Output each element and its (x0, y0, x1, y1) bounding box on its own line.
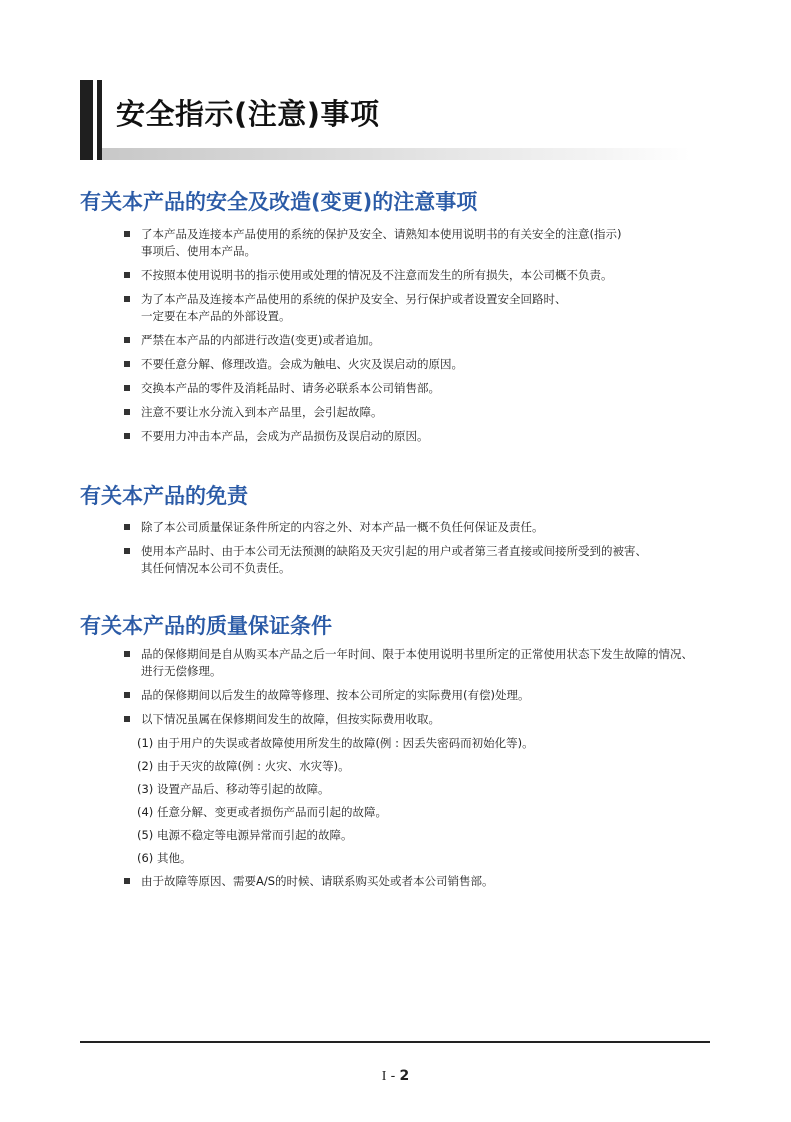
square-bullet-icon (124, 692, 130, 698)
item-text: 交换本产品的零件及消耗品时、请务必联系本公司销售部。 (141, 381, 440, 395)
list-item (124, 873, 724, 890)
square-bullet-icon (124, 433, 130, 439)
square-bullet-icon (124, 409, 130, 415)
list-item (124, 356, 724, 373)
square-bullet-icon (124, 385, 130, 391)
square-bullet-icon (124, 337, 130, 343)
item-text: 不要用力冲击本产品，会成为产品损伤及误启动的原因。 (141, 429, 429, 443)
list-item (124, 267, 724, 284)
item-text: 品的保修期间是自从购买本产品之后一年时间、限于本使用说明书里所定的正常使用状态下发生故障的情况、 (141, 647, 693, 661)
item-text: 由于故障等原因、需要A/S的时候、请联系购买处或者本公司销售部。 (141, 874, 494, 888)
item-text: 以下情况虽属在保修期间发生的故障，但按实际费用收取。 (141, 712, 440, 726)
sub-list-item: (1) 由于用户的失误或者故障使用所发生的故障(例 : 因丢失密码而初始化等)。 (137, 736, 534, 750)
sub-list-item: (6) 其他。 (137, 851, 192, 865)
sub-list-item: (3) 设置产品后、移动等引起的故障。 (137, 782, 330, 796)
square-bullet-icon (124, 231, 130, 237)
sub-list-item: (4) 任意分解、变更或者损伤产品而引起的故障。 (137, 805, 387, 819)
list-item (124, 711, 724, 728)
page-separator: - (390, 1069, 396, 1084)
list-item (124, 380, 724, 397)
square-bullet-icon (124, 548, 130, 554)
item-text: 严禁在本产品的内部进行改造(变更)或者追加。 (141, 333, 380, 347)
item-text: 不要任意分解、修理改造。会成为触电、火灾及误启动的原因。 (141, 357, 463, 371)
section-heading-safety: 有关本产品的安全及改造(变更)的注意事项 (80, 190, 478, 214)
list-item (124, 226, 724, 260)
page-title-block (80, 80, 690, 160)
square-bullet-icon (124, 878, 130, 884)
item-text: 一定要在本产品的外部设置。 (141, 309, 291, 323)
item-text: 其任何情况本公司不负责任。 (141, 561, 291, 575)
list-item (124, 291, 724, 325)
list-item (124, 519, 724, 536)
footer-rule (80, 1041, 710, 1043)
list-item (124, 404, 724, 421)
item-text: 进行无偿修理。 (141, 664, 222, 678)
square-bullet-icon (124, 361, 130, 367)
list-item (124, 687, 724, 704)
list-item (124, 428, 724, 445)
list-item (124, 543, 724, 577)
item-text: 品的保修期间以后发生的故障等修理、按本公司所定的实际费用(有偿)处理。 (141, 688, 530, 702)
square-bullet-icon (124, 651, 130, 657)
item-text: 注意不要让水分流入到本产品里，会引起故障。 (141, 405, 383, 419)
sub-list-item: (2) 由于天灾的故障(例 : 火灾、水灾等)。 (137, 759, 350, 773)
square-bullet-icon (124, 524, 130, 530)
square-bullet-icon (124, 296, 130, 302)
item-text: 事项后、使用本产品。 (141, 244, 256, 258)
title-underline (102, 148, 690, 160)
item-text: 使用本产品时、由于本公司无法预测的缺陷及天灾引起的用户或者第三者直接或间接所受到的被害、 (141, 544, 647, 558)
item-text: 不按照本使用说明书的指示使用或处理的情况及不注意而发生的所有损失，本公司概不负责。 (141, 268, 613, 282)
section-heading-warranty: 有关本产品的质量保证条件 (80, 614, 332, 638)
section-heading-disclaimer: 有关本产品的免责 (80, 484, 248, 508)
page-number-value: 2 (399, 1068, 410, 1084)
title-accent-bar (80, 80, 93, 160)
page-prefix: I (381, 1069, 387, 1084)
list-item (124, 332, 724, 349)
page-number (0, 1068, 791, 1085)
item-text: 除了本公司质量保证条件所定的内容之外、对本产品一概不负任何保证及责任。 (141, 520, 544, 534)
item-text: 了本产品及连接本产品使用的系统的保护及安全、请熟知本使用说明书的有关安全的注意(指示) (141, 227, 622, 241)
warranty-list (124, 646, 724, 897)
safety-list (124, 226, 724, 452)
square-bullet-icon (124, 716, 130, 722)
square-bullet-icon (124, 272, 130, 278)
item-text: 为了本产品及连接本产品使用的系统的保护及安全、另行保护或者设置安全回路时、 (141, 292, 567, 306)
disclaimer-list (124, 519, 724, 584)
list-item (124, 646, 724, 680)
sub-list-item: (5) 电源不稳定等电源异常而引起的故障。 (137, 828, 353, 842)
page-title: 安全指示(注意)事项 (116, 97, 380, 131)
